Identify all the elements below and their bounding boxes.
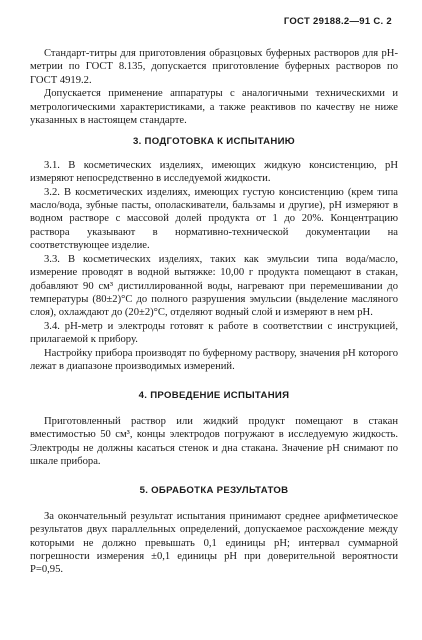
section-5-title: 5. ОБРАБОТКА РЕЗУЛЬТАТОВ — [139, 485, 289, 497]
section-4-title: 4. ПРОВЕДЕНИЕ ИСПЫТАНИЯ — [138, 390, 290, 402]
document-body — [30, 47, 398, 577]
section-3-paragraph-4: 3.4. pH-метр и электроды готовят к работе в соответствии с инструкцией, прилагаемой к прибору. — [30, 320, 398, 346]
section-3-title: 3. ПОДГОТОВКА К ИСПЫТАНИЮ — [132, 136, 295, 148]
section-3-paragraph-2: 3.2. В косметических изделиях, имеющих густую консистенцию (крем типа масло/вода, зубные пасты, ополаскиватели, бальзамы и другие), pH измеряют в водном растворе с массовой долей продукта от 1 до 20%. Концентрацию раствора указывают в нормативно-технической документации на соответствующее изделие. — [30, 186, 398, 252]
intro-paragraph-2: Допускается применение аппаратуры с аналогичными техническихми и метрологическими характеристиками, а также реактивов по качеству не ниже указанных в настоящем стандарте. — [30, 88, 398, 127]
section-3-paragraph-3: 3.3. В косметических изделиях, таких как эмульсии типа вода/масло, измерение проводят в водной вытяжке: 10,00 г продукта помещают в стакан, добавляют 90 см³ дистиллированной воды, нагревают при перемешивании до температуры (80±2)°С до полного разрушения эмульсии (выделение масляного слоя), охлаждают до (20±2)°С, отделяют водный слой и измеряют в нем pH. — [30, 253, 398, 319]
section-3-paragraph-5: Настройку прибора производят по буферному раствору, значения pH которого лежат в диапазоне производимых измерений. — [30, 347, 398, 372]
page-header: ГОСТ 29188.2—91 С. 2 — [283, 16, 392, 27]
section-4-paragraph-1: Приготовленный раствор или жидкий продукт помещают в стакан вместимостью 50 см³, концы электродов погружают в исследуемую жидкость. Электроды не должны касаться стенок и дна стакана. Значение pH снимают по шкале прибора. — [30, 415, 398, 467]
section-3-paragraph-1: 3.1. В косметических изделиях, имеющих жидкую консистенцию, pH измеряют непосредственно в исследуемой жидкости. — [30, 159, 398, 185]
intro-paragraph-1: Стандарт-титры для приготовления образцовых буферных растворов для pH-метрии по ГОСТ 8.135, допускается приготовление буферных растворов по ГОСТ 4919.2. — [30, 48, 398, 86]
section-5-paragraph-1: За окончательный результат испытания принимают среднее арифметическое результатов двух параллельных определений, допускаемое расхождение между которыми не должно превышать 0,1 единицы pH; интервал суммарной погрешности измерения ±0,1 единицы pH при доверительной вероятности P=0,95. — [30, 510, 398, 576]
